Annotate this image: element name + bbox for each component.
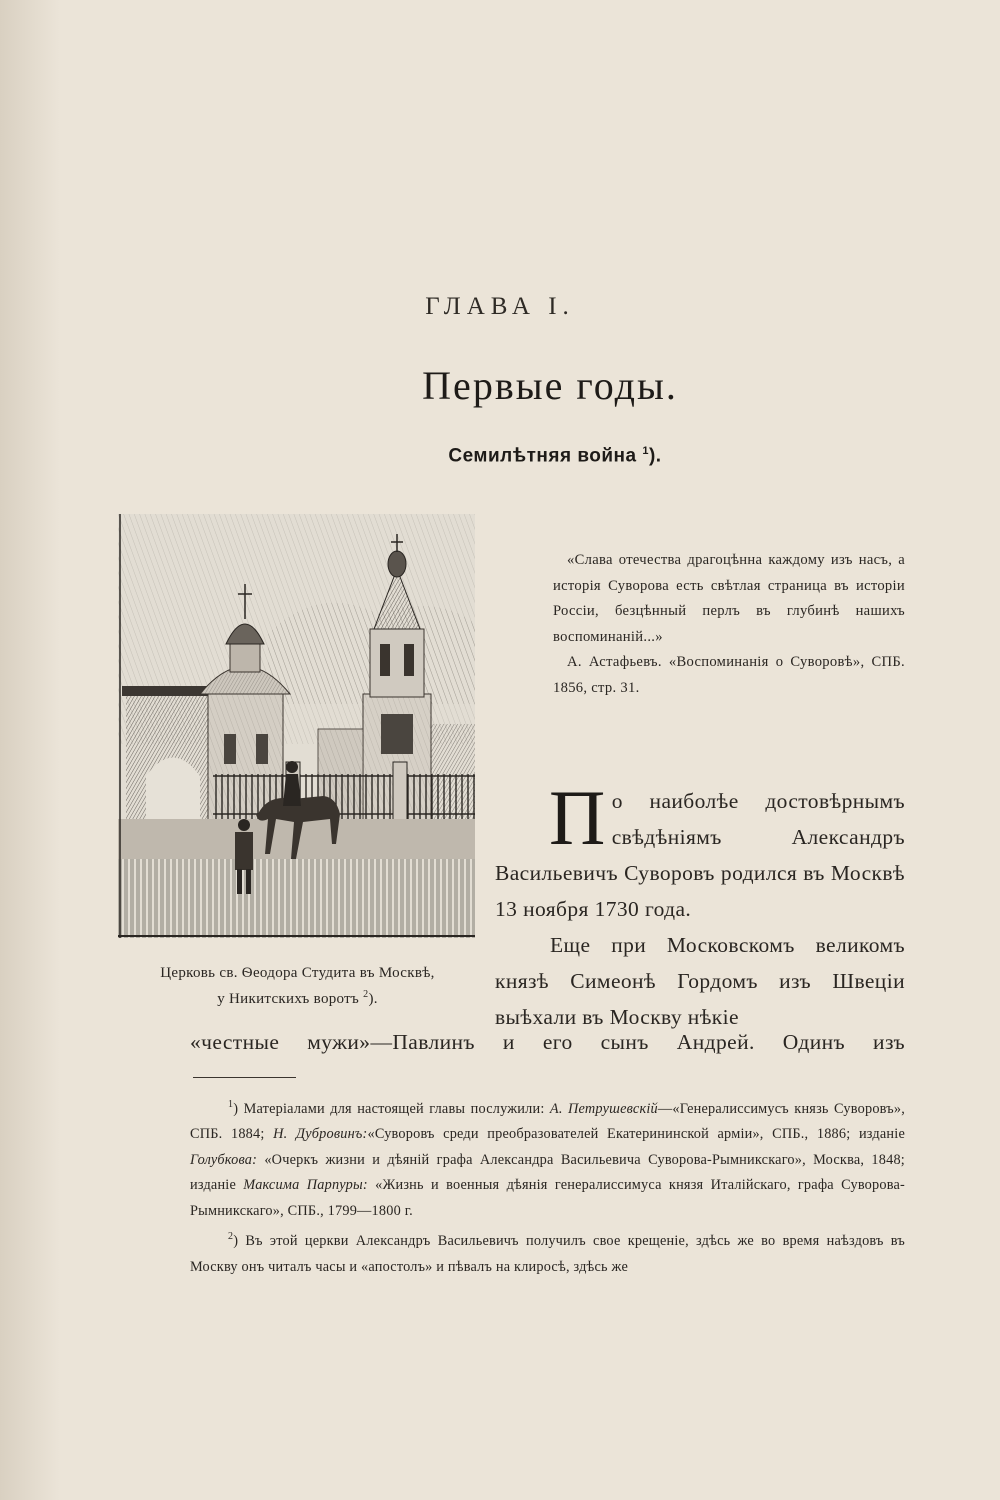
chapter-label: ГЛАВА I. (425, 293, 575, 320)
footnote-1: $^1$) Матеріалами для настоящей главы послужили: А. Петрушевскій—«Генералиссимусъ князь Суворовъ», СПБ. 1884; Н. Дубровинъ:«Суворовъ среди преобразователей Екатерининской арміи», СПБ., 1886; изданіе Голубкова: «Очеркъ жизни и дѣяній графа Александра Васильевича Суворова-Рымникскаго», Москва, 1848; изданіе Максима Парпуры: «Жизнь и военныя дѣянія генералиссимуса князя Италійскаго, графа Суворова-Рымникскаго», СПБ., 1799—1800 г. (190, 1099, 905, 1219)
footnote-2: $^2$) Въ этой церкви Александръ Васильевичъ получилъ свое крещеніе, здѣсь же во время наѣздовъ въ Москву онъ читалъ часы и «апостолъ» и пѣвалъ на клиросѣ, здѣсь же (190, 1231, 905, 1275)
subtitle-text: Семилѣтняя война (448, 445, 637, 467)
footnote-ref: 2 (363, 989, 369, 1000)
body-text (495, 774, 905, 1035)
paragraph-1: По наиболѣе достовѣрнымъ свѣдѣніямъ Александръ Васильевичъ Суворовъ родился въ Москвѣ 13 ноября 1730 года. (495, 774, 905, 921)
paragraph-2-continuation: «честные мужи»—Павлинъ и его сынъ Андрей. Одинъ изъ (190, 1030, 905, 1054)
footnotes (190, 1092, 905, 1280)
caption-line-2: у Никитскихъ воротъ $^2$). (217, 989, 378, 1007)
epigraph-quote: «Слава отечества драгоцѣнна каждому изъ насъ, а исторія Суворова есть свѣтлая страница въ исторіи Россіи, безцѣнный перлъ въ глубинѣ нашихъ воспоминаній...» (553, 552, 905, 645)
chapter-title: Первые годы. (422, 363, 678, 408)
drop-cap: П (549, 774, 606, 861)
chapter-subtitle: Семилѣтняя война $^1$). (448, 445, 662, 467)
footnote-divider (193, 1077, 296, 1078)
epigraph-source: А. Астафьевъ. «Воспоминанія о Суворовѣ», СПБ. 1856, стр. 31. (553, 654, 905, 696)
paragraph-2: Еще при Московскомъ великомъ князѣ Симеонѣ Гордомъ изъ Швеціи выѣхали въ Москву нѣкіе (495, 933, 905, 1029)
caption-line-1: Церковь св. Ѳеодора Студита въ Москвѣ, (160, 965, 435, 981)
epigraph (553, 548, 905, 701)
church-engraving (118, 514, 475, 938)
footnote-ref: 1 (642, 445, 649, 457)
page-gutter-shadow (0, 0, 60, 1500)
illustration-caption (115, 962, 480, 1010)
